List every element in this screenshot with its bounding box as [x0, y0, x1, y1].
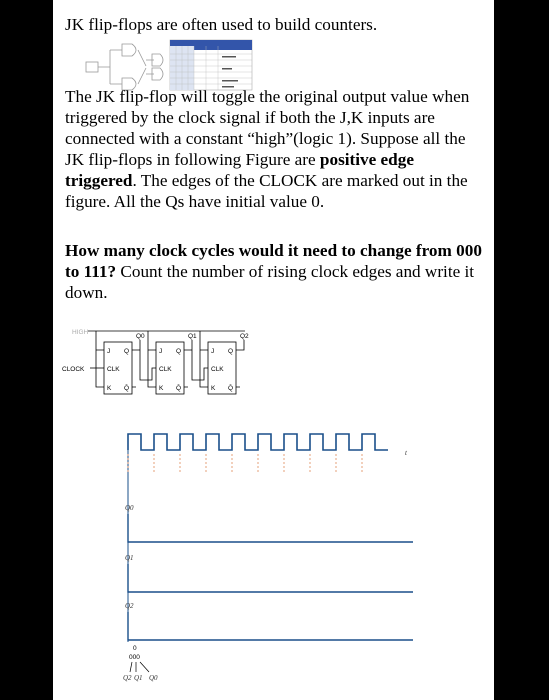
zero-marker: 0: [133, 645, 137, 652]
q1-signal-label: Q1: [125, 554, 134, 562]
question-rest: Count the number of rising clock edges and write it down.: [65, 262, 475, 302]
q0-waveform: [128, 514, 413, 542]
ff2-clk-label: CLK: [211, 366, 224, 373]
ff0-clk-label: CLK: [107, 366, 120, 373]
ff1-clk-label: CLK: [159, 366, 172, 373]
ff1-qbar-label: Q̄: [176, 385, 182, 392]
q1-output-label: Q1: [188, 333, 197, 340]
question-text: [65, 240, 485, 303]
timing-diagram: [123, 410, 413, 700]
ff2-q-label: Q: [228, 348, 234, 355]
q2-signal-label: Q2: [125, 602, 134, 610]
time-axis-label: t: [405, 449, 407, 457]
state-bit-q0: Q0: [149, 674, 158, 682]
ff2-qbar-label: Q̄: [228, 385, 234, 392]
q0-signal-label: Q0: [125, 504, 134, 512]
initial-state-value: 000: [129, 654, 140, 661]
paragraph-text-2: . The edges of the CLOCK are marked out in the figure. All the Qs have initial value 0.: [65, 171, 468, 211]
paragraph-text-1: The JK flip-flop will toggle the original output value when triggered by the clock signal if both the J,K inputs are connected with a constant “high”(logic 1). Suppose all the JK flip-flops in following Figure are: [65, 87, 470, 169]
ff0-q-label: Q: [124, 348, 130, 355]
q2-output-label: Q2: [240, 333, 249, 340]
problem-description: [65, 86, 485, 212]
truth-table: [170, 40, 252, 90]
question-title: JK flip-flops are often used to build counters.: [65, 15, 378, 34]
high-label: HIGH: [72, 329, 89, 336]
ff2-k-label: K: [211, 385, 216, 392]
ff2-j-label: J: [211, 348, 215, 355]
ff1-q-label: Q: [176, 348, 182, 355]
ff1-k-label: K: [159, 385, 164, 392]
clock-waveform: [128, 434, 388, 450]
q1-waveform: [128, 564, 413, 592]
question-panel: [53, 0, 494, 700]
q2-waveform: [128, 612, 413, 640]
ff0-k-label: K: [107, 385, 112, 392]
ff0-qbar-label: Q̄: [124, 385, 130, 392]
question-bold: How many clock cycles would it need to change from 000 to 111?: [65, 241, 482, 281]
state-bit-arrows: [130, 662, 149, 672]
clock-signal-line: [128, 434, 388, 450]
clock-edge-markers: [128, 454, 362, 474]
clock-input-label: CLOCK: [62, 366, 85, 373]
ff1-j-label: J: [159, 348, 163, 355]
paragraph-emphasis: positive edge triggered: [65, 150, 414, 190]
ff0-j-label: J: [107, 348, 111, 355]
state-bit-q2: Q2: [123, 674, 132, 682]
state-bit-q1: Q1: [134, 674, 143, 682]
q0-output-label: Q0: [136, 333, 145, 340]
counter-circuit-diagram: [60, 328, 310, 406]
